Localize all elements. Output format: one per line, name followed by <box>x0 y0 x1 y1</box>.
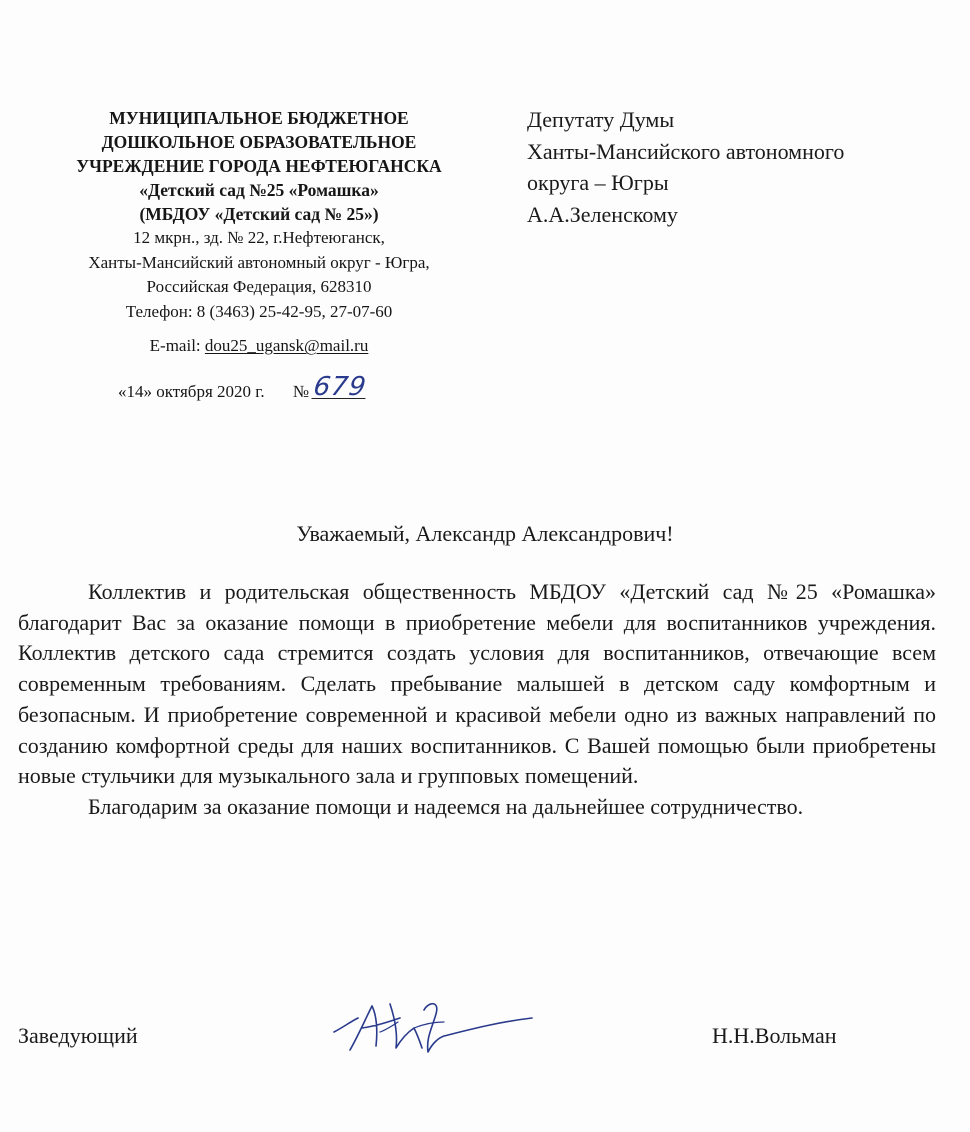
signer-name: Н.Н.Вольман <box>712 1023 837 1048</box>
letter-date: «14» октября 2020 г. <box>118 382 265 401</box>
address-line-3: Российская Федерация, 628310 <box>146 277 372 296</box>
body-paragraph-1: Коллектив и родительская общественность МБДОУ «Детский сад №25 «Ромашка» благодарит Вас за оказание помощи в приобретение мебели для воспитанников учреждения. Коллектив детского сада стремится создать условия для воспитанников, отвечающие всем современным требованиям. Сделать пребывание малышей в детском саду комфортным и безопасным. И приобретение современной и красивой мебели одно из важных направлений по созданию комфортной среды для наших воспитанников. С Вашей помощью были приобретены новые стульчики для музыкального зала и групповых помещений. <box>18 579 936 789</box>
org-name-line-3: УЧРЕЖДЕНИЕ ГОРОДА НЕФТЕЮГАНСКА <box>76 156 442 176</box>
addressee-block <box>527 104 957 230</box>
salutation: Уважаемый, Александр Александрович! <box>296 521 674 546</box>
addressee-line-3: округа – Югры <box>527 170 669 195</box>
letterhead <box>14 106 504 404</box>
address-line-2: Ханты-Мансийский автономный округ - Югра, <box>88 252 430 272</box>
outgoing-number: 679 <box>311 372 369 402</box>
signer-role: Заведующий <box>18 1023 138 1048</box>
addressee-name: А.А.Зеленскому <box>527 201 678 227</box>
email-label: E-mail: <box>149 336 205 355</box>
org-name-line-1: МУНИЦИПАЛЬНОЕ БЮДЖЕТНОЕ <box>109 108 409 128</box>
letter-body <box>18 577 936 823</box>
org-name-line-4: «Детский сад №25 «Ромашка» <box>139 180 379 200</box>
org-short-name: (МБДОУ «Детский сад № 25») <box>139 204 379 224</box>
email-link[interactable]: dou25_ugansk@mail.ru <box>204 336 369 355</box>
handwritten-signature <box>328 992 538 1062</box>
org-name-line-2: ДОШКОЛЬНОЕ ОБРАЗОВАТЕЛЬНОЕ <box>101 132 417 152</box>
address-line-1: 12 мкрн., зд. № 22, г.Нефтеюганск, <box>133 228 385 247</box>
phone-line: Телефон: 8 (3463) 25-42-95, 27-07-60 <box>125 301 393 321</box>
number-sign: № <box>292 382 310 401</box>
addressee-line-2: Ханты-Мансийского автономного <box>527 138 845 164</box>
email-line <box>14 334 504 358</box>
date-number-row <box>14 372 504 404</box>
body-paragraph-2: Благодарим за оказание помощи и надеемся на дальнейшее сотрудничество. <box>88 793 804 819</box>
addressee-line-1: Депутату Думы <box>527 107 675 132</box>
